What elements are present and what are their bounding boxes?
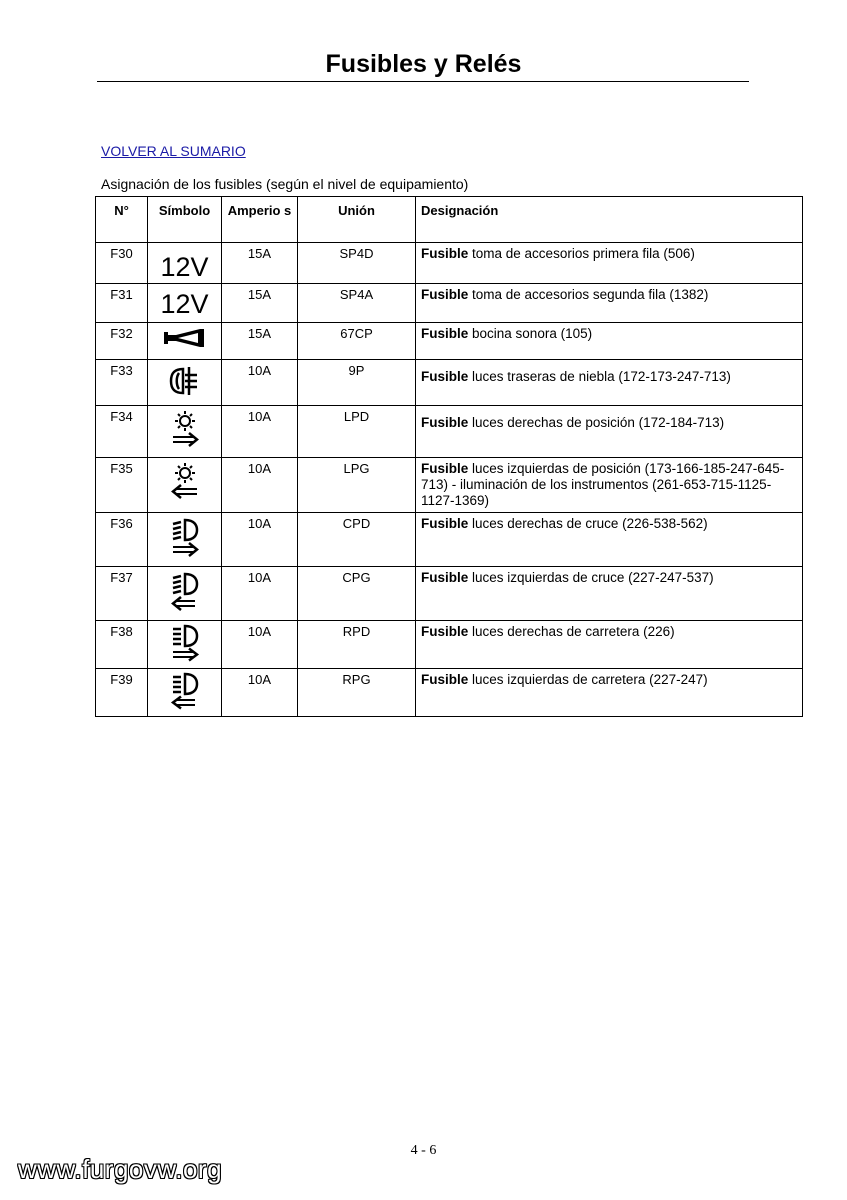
fuse-union: LPD (298, 406, 416, 458)
back-to-summary-link[interactable]: VOLVER AL SUMARIO (101, 143, 246, 159)
watermark: www.furgovw.org (18, 1154, 223, 1184)
main-beam-right-icon (165, 624, 205, 662)
fuse-designation: Fusible luces izquierdas de carretera (227-247) (416, 669, 803, 717)
fuse-designation: Fusible toma de accesorios segunda fila (1382) (416, 284, 803, 323)
horn-icon (160, 326, 210, 350)
page-number: 4 - 6 (410, 1143, 437, 1158)
table-row (96, 669, 803, 717)
table-row (96, 284, 803, 323)
fuse-table (95, 196, 803, 717)
table-caption: Asignación de los fusibles (según el nivel de equipamiento) (101, 176, 469, 192)
12v-socket-icon (148, 243, 222, 284)
fuse-union: RPD (298, 621, 416, 669)
table-row (96, 621, 803, 669)
fuse-number: F35 (96, 458, 148, 513)
header-num: N° (96, 197, 148, 243)
fuse-union: 67CP (298, 323, 416, 360)
header-symbol: Símbolo (148, 197, 222, 243)
fuse-union: SP4A (298, 284, 416, 323)
fuse-designation: Fusible luces derechas de posición (172-184-713) (416, 406, 803, 458)
symbol-text: 12V (160, 289, 209, 319)
fuse-designation: Fusible luces izquierdas de cruce (227-247-537) (416, 567, 803, 621)
fuse-designation: Fusible luces derechas de carretera (226) (416, 621, 803, 669)
12v-socket-icon (148, 284, 222, 323)
fuse-union: LPG (298, 458, 416, 513)
fuse-number: F33 (96, 360, 148, 406)
fuse-amps: 15A (222, 243, 298, 284)
table-row (96, 458, 803, 513)
rear-fog-light-icon (165, 363, 205, 399)
header-designation: Designación (416, 197, 803, 243)
table-row (96, 406, 803, 458)
fuse-number: F31 (96, 284, 148, 323)
fuse-amps: 15A (222, 323, 298, 360)
title-divider (97, 81, 749, 82)
fuse-union: RPG (298, 669, 416, 717)
table-row (96, 243, 803, 284)
symbol-text: 12V (160, 252, 209, 282)
fuse-number: F37 (96, 567, 148, 621)
fuse-number: F36 (96, 513, 148, 567)
header-amps: Amperio s (222, 197, 298, 243)
dipped-beam-right-icon (165, 516, 205, 560)
fuse-designation: Fusible luces traseras de niebla (172-173-247-713) (416, 360, 803, 406)
fuse-amps: 10A (222, 621, 298, 669)
fuse-designation: Fusible bocina sonora (105) (416, 323, 803, 360)
fuse-designation: Fusible luces derechas de cruce (226-538-562) (416, 513, 803, 567)
fuse-amps: 10A (222, 669, 298, 717)
fuse-amps: 10A (222, 360, 298, 406)
main-beam-left-icon (165, 672, 205, 710)
fuse-number: F34 (96, 406, 148, 458)
fuse-number: F38 (96, 621, 148, 669)
table-row (96, 360, 803, 406)
fuse-union: CPG (298, 567, 416, 621)
fuse-amps: 10A (222, 513, 298, 567)
fuse-amps: 10A (222, 567, 298, 621)
fuse-union: 9P (298, 360, 416, 406)
table-row (96, 323, 803, 360)
fuse-number: F39 (96, 669, 148, 717)
position-light-left-icon (167, 461, 203, 503)
fuse-amps: 15A (222, 284, 298, 323)
header-union: Unión (298, 197, 416, 243)
dipped-beam-left-icon (165, 570, 205, 614)
position-light-right-icon (167, 409, 203, 451)
fuse-amps: 10A (222, 406, 298, 458)
table-row (96, 513, 803, 567)
fuse-number: F32 (96, 323, 148, 360)
fuse-number: F30 (96, 243, 148, 284)
fuse-designation: Fusible luces izquierdas de posición (173-166-185-247-645-713) - iluminación de los instrumentos (261-653-715-1125-1127-1369) (416, 458, 803, 513)
fuse-amps: 10A (222, 458, 298, 513)
table-header-row (96, 197, 803, 243)
page-title: Fusibles y Relés (325, 50, 522, 78)
table-row (96, 567, 803, 621)
fuse-union: SP4D (298, 243, 416, 284)
fuse-union: CPD (298, 513, 416, 567)
fuse-designation: Fusible toma de accesorios primera fila (506) (416, 243, 803, 284)
